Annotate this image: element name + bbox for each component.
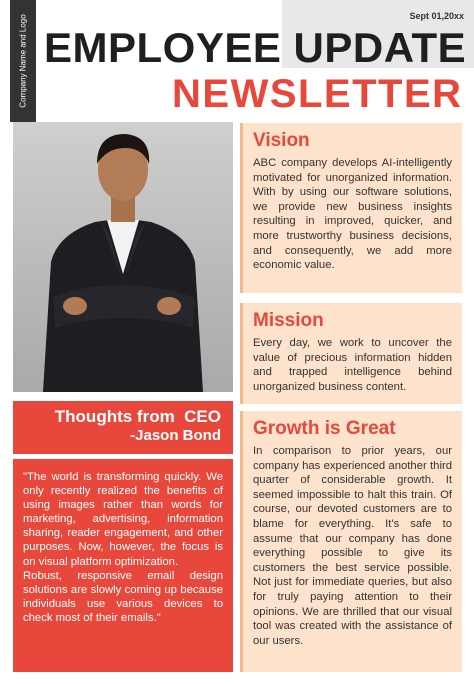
- ceo-quote-paragraph-2: Robust, responsive email design solutions are slowly coming up because individuals use various devices to check most of their emails.": [23, 569, 223, 624]
- mission-heading: Mission: [253, 310, 324, 331]
- ceo-thoughts-heading: Thoughts from CEO: [54, 407, 221, 426]
- vision-panel: [240, 123, 462, 293]
- page-subtitle: NEWSLETTER: [172, 72, 463, 116]
- growth-body: In comparison to prior years, our company has experienced another third quarter of considerable growth. It seemed impossible to halt this train. Of course, our devoted customers are to blame for everything. It's safe to assume that our company has done everything possible to give its customers the best service possible. Not just for immediate queries, but also for truly paying attention to their opinions. We are thrilled that our visual tool was created with the assistance of our users.: [253, 445, 452, 647]
- mission-body: Every day, we work to uncover the value of precious information hidden and trapped intelligence behind unorganized business content.: [253, 337, 452, 393]
- growth-panel: [240, 411, 462, 672]
- ceo-name: -Jason Bond: [130, 427, 221, 444]
- mission-panel: [240, 303, 462, 404]
- vision-body: ABC company develops AI-intelligently motivated for unorganized information. With by using our software solutions, we provide new business insights resulting in improved, quicker, and more trustworthy business decisions, and consequently, we add more economic value.: [253, 157, 452, 272]
- ceo-quote-paragraph-1: "The world is transforming quickly. We only recently realized the benefits of using images rather than words for marketing, advertising, information sharing, reader engagement, and other purposes. Now, however, the focus is on visual platform optimization.: [23, 471, 223, 568]
- ceo-photo: [13, 122, 233, 392]
- issue-date: Sept 01,20xx: [409, 11, 464, 21]
- page-title: EMPLOYEE UPDATE: [44, 24, 467, 71]
- ceo-quote-box: [13, 459, 233, 672]
- ceo-portrait-image: [13, 122, 233, 392]
- company-name-label: Company Name and Logo: [18, 14, 28, 108]
- company-logo-strip: [10, 0, 36, 122]
- vision-heading: Vision: [253, 130, 310, 151]
- ceo-heading-box: [13, 401, 233, 454]
- growth-heading: Growth is Great: [253, 418, 396, 439]
